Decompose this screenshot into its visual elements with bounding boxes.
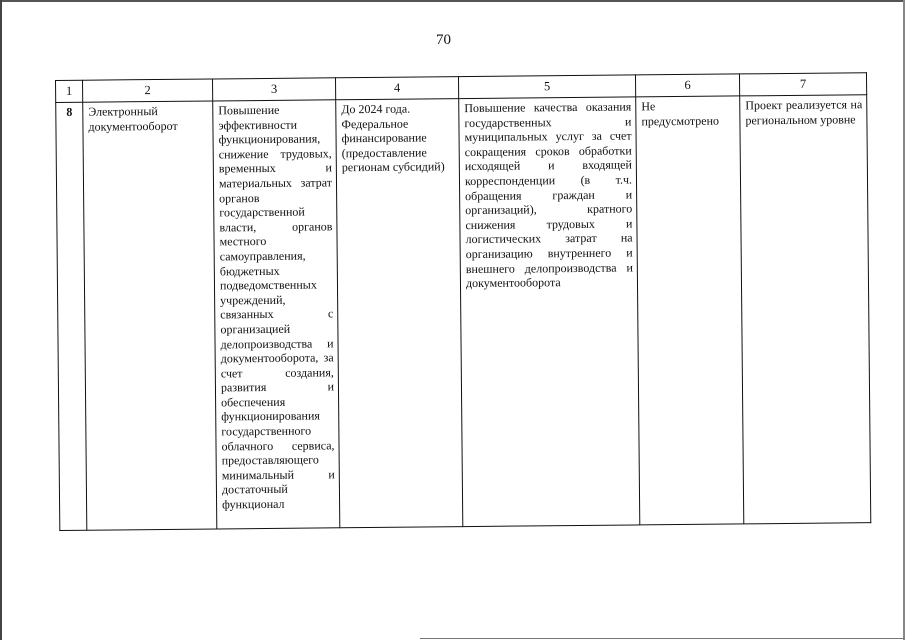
project-name-cell: Электронный документооборот xyxy=(83,101,217,530)
column-7-cell: Проект реализуется на региональном уровне xyxy=(740,95,871,524)
scan-edge-bottom xyxy=(420,638,905,639)
project-effect-cell: Повышение качества оказания государственных и муниципальных услуг за счет сокращения сроков обработки исходящей и входящей корреспонденции (в т.ч. обращения граждан и организаций), кратного снижения трудовых и логистических затрат на организацию внутреннего и внешнего делопроизводства и документооборота xyxy=(459,97,640,527)
header-col-4: 4 xyxy=(335,77,458,100)
header-col-6: 6 xyxy=(635,74,739,97)
header-col-2: 2 xyxy=(83,79,213,102)
scan-edge-left xyxy=(0,0,2,640)
scan-edge-top xyxy=(0,0,905,2)
header-col-1: 1 xyxy=(56,80,83,102)
column-6-cell: Не предусмотрено xyxy=(636,96,744,525)
page-number: 70 xyxy=(436,32,451,48)
project-timing-cell: До 2024 года. Федеральное финансирование (предоставление регионам субсидий) xyxy=(336,99,463,528)
header-col-7: 7 xyxy=(739,73,866,96)
header-col-5: 5 xyxy=(458,75,635,99)
projects-table xyxy=(55,72,871,531)
header-col-3: 3 xyxy=(212,78,335,101)
project-goal-cell: Повышение эффективности функционирования, снижение трудовых, временных и материальных затрат органов государственной власти, органов местного самоуправления, бюджетных подведомственных учреждений, связанных с организацией делопроизводства и документооборота, за счет создания, развития и обеспечения функционирования государственного облачного сервиса, предоставляющего минимальный и достаточный функционал xyxy=(213,100,340,529)
row-number: 8 xyxy=(56,102,87,530)
table-row xyxy=(56,95,871,531)
